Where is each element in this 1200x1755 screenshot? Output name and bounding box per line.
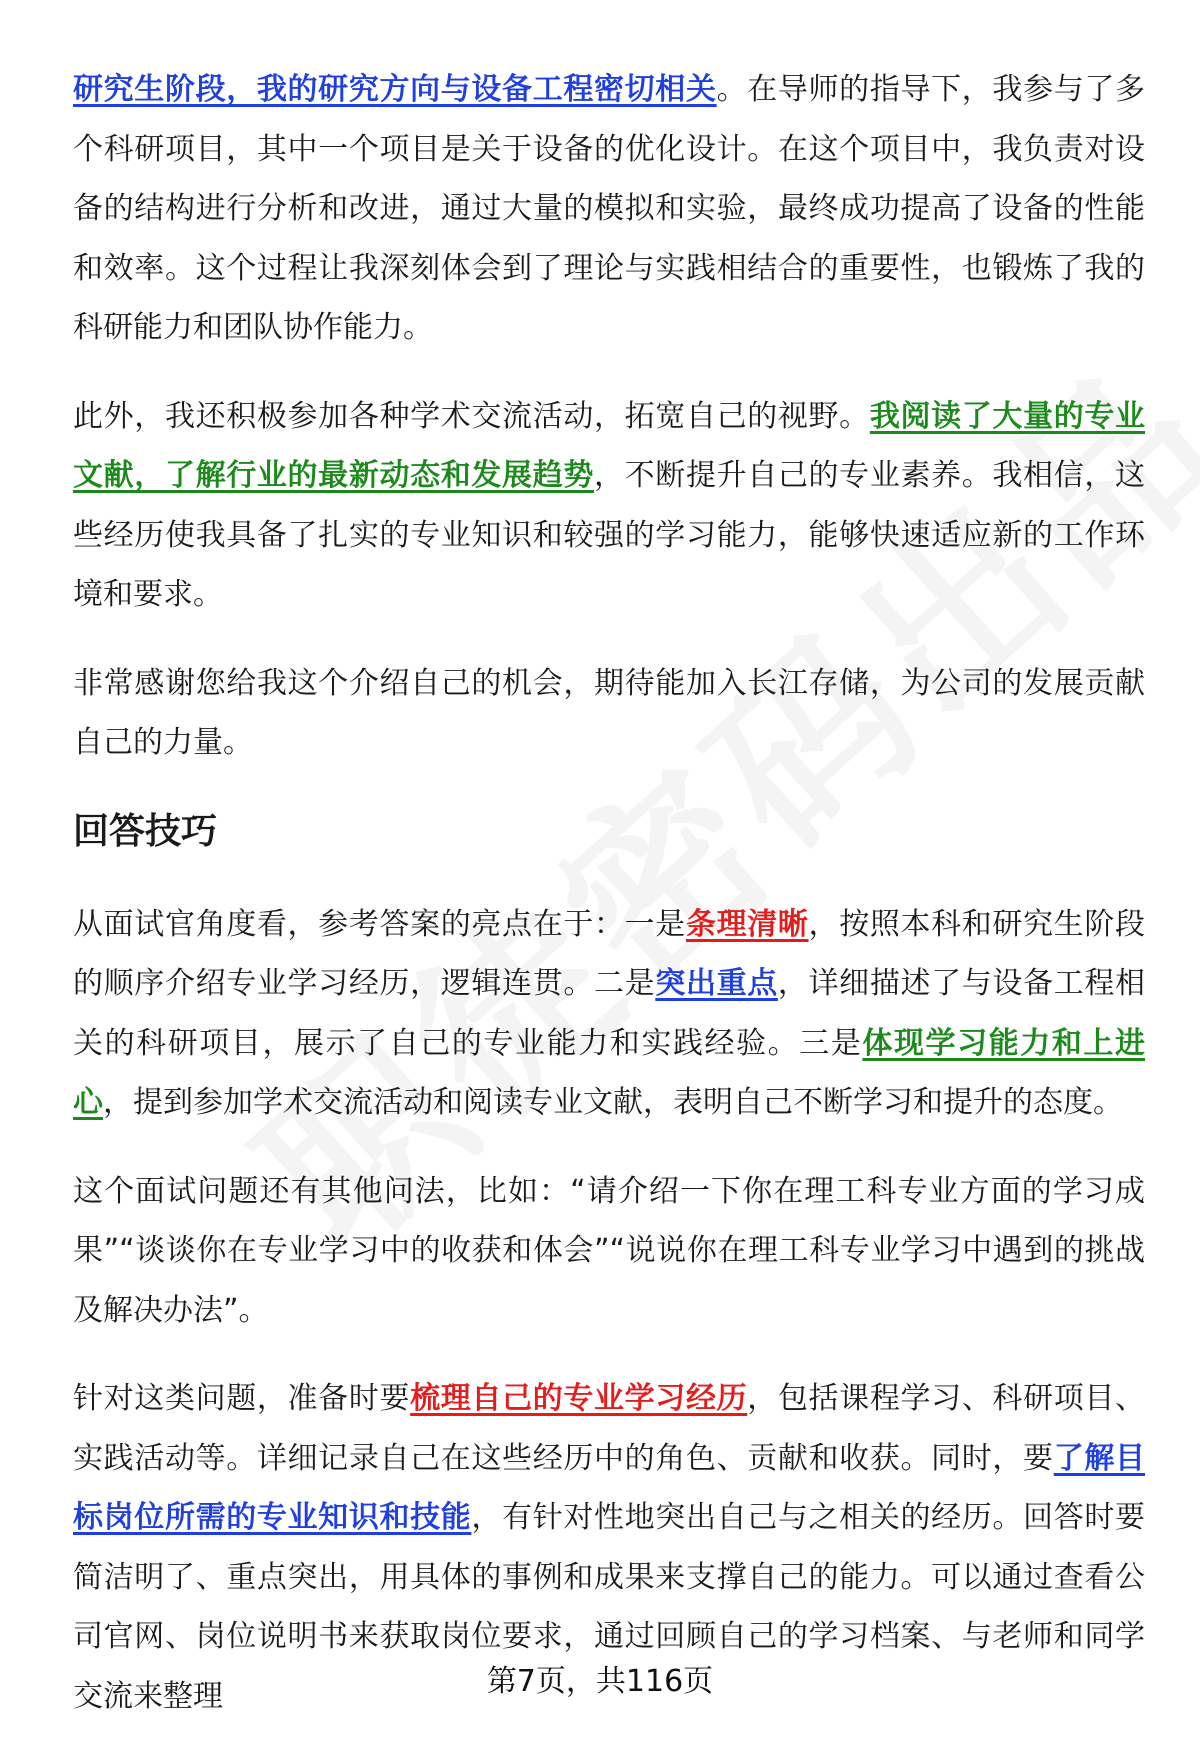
paragraph-text: 此外，我还积极参加各种学术交流活动，拓宽自己的视野。	[73, 398, 870, 434]
paragraph-text: 非常感谢您给我这个介绍自己的机会，期待能加入长江存储，为公司的发展贡献自己的力量。	[73, 665, 1145, 760]
paragraph-alternative-questions	[73, 1162, 1145, 1341]
paragraph-text: 。在导师的指导下，我参与了多个科研项目，其中一个项目是关于设备的优化设计。在这个项目中，我负责对设备的结构进行分析和改进，通过大量的模拟和实验，最终成功提高了设备的性能和效率。这个过程让我深刻体会到了理论与实践相结合的重要性，也锻炼了我的科研能力和团队协作能力。	[73, 72, 1146, 345]
paragraph-graduate-research	[73, 60, 1145, 358]
paragraph-interviewer-view	[73, 895, 1145, 1133]
paragraph-text: 从面试官角度看，参考答案的亮点在于：一是	[73, 906, 686, 942]
paragraph-text: ，详细描述了与设备工程相关的科研项目，展示了自己的专业能力和实践经验。三是	[73, 966, 1146, 1061]
paragraph-text: 针对这类问题，准备时要	[73, 1381, 411, 1416]
paragraph-text: ，提到参加学术交流活动和阅读专业文献，表明自己不断学习和提升的态度。	[103, 1085, 1123, 1120]
paragraph-closing-thanks	[73, 654, 1145, 773]
paragraph-text: ，不断提升自己的专业素养。我相信，这些经历使我具备了扎实的专业知识和较强的学习能力，能够快速适应新的工作环境和要求。	[73, 458, 1145, 612]
highlight-literature: 我阅读了大量的专业文献，了解行业的最新动态和发展趋势	[73, 398, 1146, 493]
highlight-job-requirements: 了解目标岗位所需的专业知识和技能	[73, 1440, 1146, 1535]
paragraph-text: ，按照本科和研究生阶段的顺序介绍专业学习经历，逻辑连贯。二是	[73, 906, 1146, 1001]
highlight-clear-structure: 条理清晰	[685, 906, 809, 942]
paragraph-text: ，有针对性地突出自己与之相关的经历。回答时要简洁明了、重点突出，用具体的事例和成果来支撑自己的能力。可以通过查看公司官网、岗位说明书来获取岗位要求，通过回顾自己的学习档案、与老师和同学交流来整理	[73, 1500, 1146, 1714]
page-number-footer: 第7页，共116页	[486, 1664, 714, 1699]
highlight-sort-experience: 梳理自己的专业学习经历	[410, 1381, 748, 1416]
highlight-graduate-research: 研究生阶段，我的研究方向与设备工程密切相关	[73, 72, 717, 107]
paragraph-text: ，包括课程学习、科研项目、实践活动等。详细记录自己在这些经历中的角色、贡献和收获。同时，要	[73, 1381, 1146, 1476]
paragraph-academic-exchange	[73, 387, 1145, 625]
highlight-learning-ability: 体现学习能力和上进心	[73, 1025, 1146, 1120]
section-heading-answer-tips: 回答技巧	[73, 810, 218, 852]
document-body	[73, 60, 1145, 1726]
highlight-key-points: 突出重点	[655, 966, 778, 1001]
paragraph-text: 这个面试问题还有其他问法，比如：“请介绍一下你在理工科专业方面的学习成果”“谈谈你在专业学习中的收获和体会”“说说你在理工科专业学习中遇到的挑战及解决办法”。	[73, 1173, 1145, 1328]
